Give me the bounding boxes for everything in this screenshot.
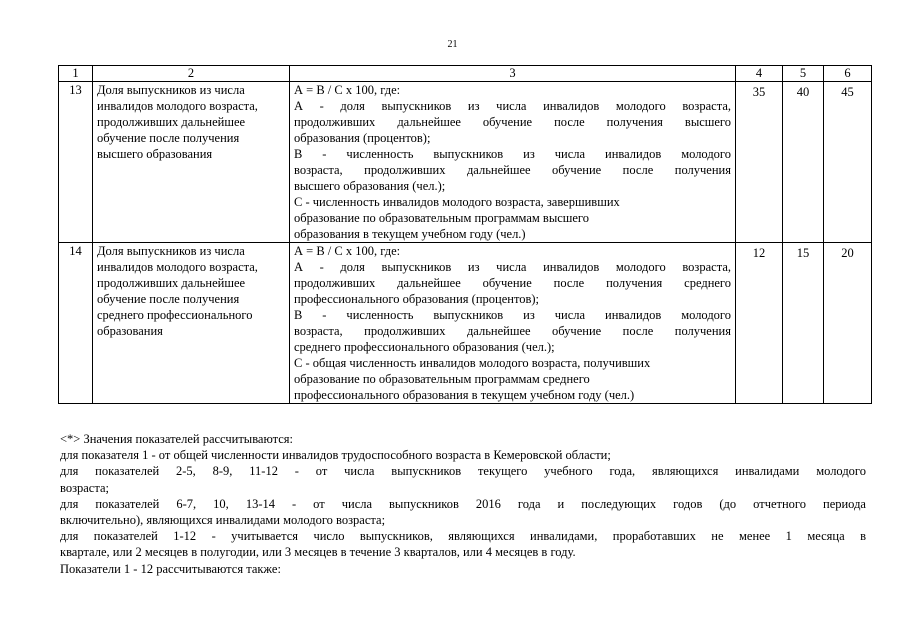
- indicators-table: [58, 65, 872, 404]
- formula-line: С - численность инвалидов молодого возраста, завершивших: [294, 195, 620, 209]
- formula-line: профессионального образования (процентов);: [294, 292, 540, 306]
- value-col5: 40: [783, 82, 824, 243]
- value-col4: 35: [736, 82, 783, 243]
- indicator-name: Доля выпускников из числа инвалидов молодого возраста, продолживших дальнейшее обучение после получения высшего образования: [93, 82, 290, 243]
- header-cell: 1: [59, 66, 93, 82]
- value-col4: 12: [736, 243, 783, 404]
- footnote-line: для показателей 2-5, 8-9, 11-12 - от числа выпускников текущего учебного года, являющихся инвалидами молодого: [60, 464, 866, 479]
- formula-line: продолживших дальнейшее обучение после получения высшего: [294, 115, 731, 129]
- table-row: [59, 82, 872, 243]
- header-cell: 2: [93, 66, 290, 82]
- formula-line: возраста, продолживших дальнейшее обучение после получения: [294, 324, 731, 338]
- footnote-line: Показатели 1 - 12 рассчитываются также:: [60, 561, 281, 576]
- formula-line: продолживших дальнейшее обучение после получения среднего: [294, 276, 731, 290]
- formula-line: образование по образовательным программам среднего: [294, 372, 590, 386]
- indicator-formula: [290, 243, 736, 404]
- table-row: [59, 243, 872, 404]
- indicator-name: Доля выпускников из числа инвалидов молодого возраста, продолживших дальнейшее обучение после получения среднего профессионального образования: [93, 243, 290, 404]
- header-cell: 6: [824, 66, 872, 82]
- formula-line: В - численность выпускников из числа инвалидов молодого: [294, 147, 731, 161]
- footnote-line: для показателей 6-7, 10, 13-14 - от числа выпускников 2016 года и последующих годов (до отчетного периода: [60, 496, 866, 511]
- value-col6: 20: [824, 243, 872, 404]
- formula-line: профессионального образования в текущем учебном году (чел.): [294, 388, 635, 402]
- formula-line: образования в текущем учебном году (чел.): [294, 227, 526, 241]
- formula-line: возраста, продолживших дальнейшее обучение после получения: [294, 163, 731, 177]
- footnote-line: для показателя 1 - от общей численности инвалидов трудоспособного возраста в Кемеровской области;: [60, 448, 611, 463]
- footnote-line: возраста;: [60, 480, 109, 495]
- formula-line: А = В / С х 100, где:: [294, 83, 401, 97]
- footnote-line: для показателей 1-12 - учитывается число выпускников, являющихся инвалидами, проработавших не менее 1 месяца в: [60, 529, 866, 544]
- indicator-formula: [290, 82, 736, 243]
- footnote-line: <*> Значения показателей рассчитываются:: [60, 432, 294, 446]
- row-number: 14: [59, 243, 93, 404]
- row-number: 13: [59, 82, 93, 243]
- formula-line: С - общая численность инвалидов молодого возраста, получивших: [294, 356, 651, 370]
- footnotes: [60, 431, 866, 577]
- header-cell: 5: [783, 66, 824, 82]
- header-cell: 3: [290, 66, 736, 82]
- footnote-line: включительно), являющихся инвалидами молодого возраста;: [60, 513, 386, 528]
- formula-line: А - доля выпускников из числа инвалидов молодого возраста,: [294, 99, 731, 113]
- formula-line: В - численность выпускников из числа инвалидов молодого: [294, 308, 731, 322]
- page-number: 21: [447, 39, 458, 50]
- formula-line: высшего образования (чел.);: [294, 179, 446, 193]
- formula-line: образования (процентов);: [294, 131, 431, 145]
- table-header-row: [59, 66, 872, 82]
- footnote-line: квартале, или 2 месяцев в полугодии, или 3 месяцев в течение 3 кварталов, или 4 месяцев в году.: [60, 545, 576, 560]
- formula-line: А - доля выпускников из числа инвалидов молодого возраста,: [294, 260, 731, 274]
- formula-line: образование по образовательным программам высшего: [294, 211, 590, 225]
- formula-line: А = В / С х 100, где:: [294, 244, 401, 258]
- header-cell: 4: [736, 66, 783, 82]
- value-col6: 45: [824, 82, 872, 243]
- formula-line: среднего профессионального образования (чел.);: [294, 340, 555, 354]
- value-col5: 15: [783, 243, 824, 404]
